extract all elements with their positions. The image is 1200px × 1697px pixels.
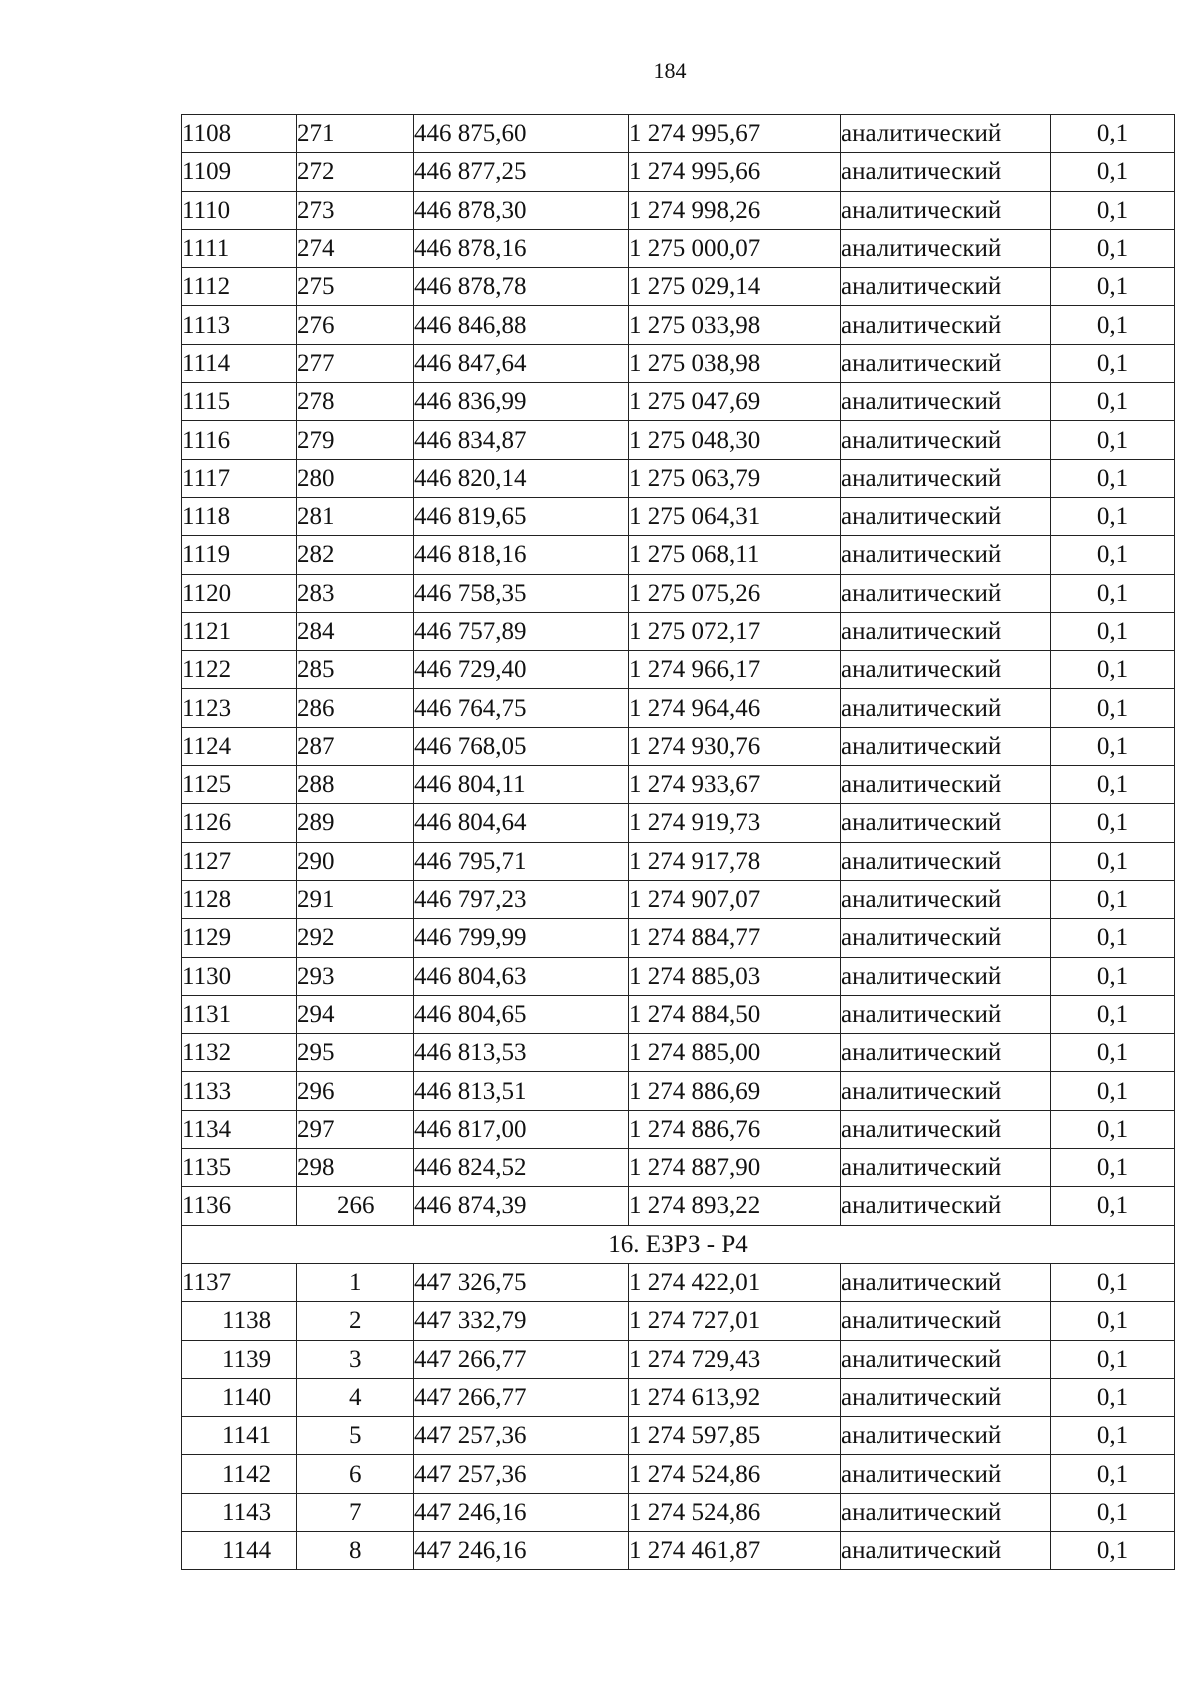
table-row [182, 766, 1175, 804]
cell-y-coordinate: 1 274 729,43 [629, 1340, 841, 1378]
cell-vertex-number: 7 [297, 1493, 414, 1531]
cell-accuracy: 0,1 [1051, 459, 1175, 497]
cell-point-number: 1127 [182, 842, 297, 880]
cell-point-number: 1117 [182, 459, 297, 497]
cell-vertex-number: 275 [297, 268, 414, 306]
cell-point-number: 1125 [182, 766, 297, 804]
cell-vertex-number: 271 [297, 115, 414, 153]
cell-accuracy: 0,1 [1051, 1263, 1175, 1301]
cell-y-coordinate: 1 274 422,01 [629, 1263, 841, 1301]
table-row [182, 1072, 1175, 1110]
cell-accuracy: 0,1 [1051, 1187, 1175, 1225]
cell-vertex-number: 276 [297, 306, 414, 344]
cell-y-coordinate: 1 274 919,73 [629, 804, 841, 842]
cell-y-coordinate: 1 274 885,00 [629, 1034, 841, 1072]
cell-point-number: 1135 [182, 1149, 297, 1187]
cell-point-number: 1140 [182, 1378, 297, 1416]
cell-y-coordinate: 1 275 000,07 [629, 229, 841, 267]
cell-accuracy: 0,1 [1051, 1302, 1175, 1340]
cell-method: аналитический [841, 1455, 1051, 1493]
cell-x-coordinate: 446 757,89 [414, 612, 629, 650]
table-row [182, 995, 1175, 1033]
cell-point-number: 1124 [182, 727, 297, 765]
cell-x-coordinate: 446 795,71 [414, 842, 629, 880]
cell-x-coordinate: 447 246,16 [414, 1531, 629, 1569]
cell-method: аналитический [841, 536, 1051, 574]
page-number: 184 [653, 58, 687, 83]
cell-x-coordinate: 446 819,65 [414, 497, 629, 535]
cell-x-coordinate: 446 758,35 [414, 574, 629, 612]
cell-vertex-number: 274 [297, 229, 414, 267]
table-row [182, 1378, 1175, 1416]
cell-point-number: 1139 [182, 1340, 297, 1378]
cell-x-coordinate: 446 797,23 [414, 880, 629, 918]
cell-y-coordinate: 1 275 072,17 [629, 612, 841, 650]
cell-accuracy: 0,1 [1051, 1493, 1175, 1531]
cell-vertex-number: 2 [297, 1302, 414, 1340]
cell-y-coordinate: 1 275 048,30 [629, 421, 841, 459]
cell-point-number: 1110 [182, 191, 297, 229]
table-body-top [182, 115, 1175, 1226]
cell-vertex-number: 296 [297, 1072, 414, 1110]
cell-method: аналитический [841, 574, 1051, 612]
cell-vertex-number: 283 [297, 574, 414, 612]
table-row [182, 497, 1175, 535]
table-row [182, 383, 1175, 421]
cell-accuracy: 0,1 [1051, 115, 1175, 153]
cell-method: аналитический [841, 268, 1051, 306]
cell-y-coordinate: 1 275 068,11 [629, 536, 841, 574]
cell-method: аналитический [841, 880, 1051, 918]
cell-vertex-number: 278 [297, 383, 414, 421]
cell-x-coordinate: 446 878,16 [414, 229, 629, 267]
cell-point-number: 1142 [182, 1455, 297, 1493]
cell-x-coordinate: 447 246,16 [414, 1493, 629, 1531]
cell-accuracy: 0,1 [1051, 229, 1175, 267]
cell-method: аналитический [841, 612, 1051, 650]
cell-vertex-number: 291 [297, 880, 414, 918]
cell-point-number: 1128 [182, 880, 297, 918]
cell-point-number: 1134 [182, 1110, 297, 1148]
cell-vertex-number: 295 [297, 1034, 414, 1072]
cell-point-number: 1141 [182, 1417, 297, 1455]
cell-y-coordinate: 1 275 063,79 [629, 459, 841, 497]
table-row [182, 574, 1175, 612]
cell-method: аналитический [841, 1302, 1051, 1340]
table-row [182, 880, 1175, 918]
cell-x-coordinate: 446 878,30 [414, 191, 629, 229]
cell-method: аналитический [841, 804, 1051, 842]
cell-point-number: 1138 [182, 1302, 297, 1340]
cell-y-coordinate: 1 274 907,07 [629, 880, 841, 918]
cell-point-number: 1119 [182, 536, 297, 574]
cell-point-number: 1132 [182, 1034, 297, 1072]
cell-vertex-number: 279 [297, 421, 414, 459]
cell-method: аналитический [841, 229, 1051, 267]
cell-x-coordinate: 446 820,14 [414, 459, 629, 497]
cell-method: аналитический [841, 421, 1051, 459]
cell-point-number: 1113 [182, 306, 297, 344]
cell-method: аналитический [841, 115, 1051, 153]
cell-vertex-number: 297 [297, 1110, 414, 1148]
table-row [182, 957, 1175, 995]
cell-y-coordinate: 1 274 930,76 [629, 727, 841, 765]
cell-y-coordinate: 1 274 524,86 [629, 1493, 841, 1531]
cell-point-number: 1130 [182, 957, 297, 995]
cell-y-coordinate: 1 275 029,14 [629, 268, 841, 306]
cell-point-number: 1133 [182, 1072, 297, 1110]
table-row [182, 344, 1175, 382]
coordinates-table [181, 114, 1175, 1570]
cell-method: аналитический [841, 995, 1051, 1033]
cell-vertex-number: 290 [297, 842, 414, 880]
cell-y-coordinate: 1 274 613,92 [629, 1378, 841, 1416]
cell-y-coordinate: 1 274 885,03 [629, 957, 841, 995]
table-row [182, 651, 1175, 689]
cell-method: аналитический [841, 1263, 1051, 1301]
cell-vertex-number: 281 [297, 497, 414, 535]
cell-accuracy: 0,1 [1051, 1149, 1175, 1187]
cell-point-number: 1143 [182, 1493, 297, 1531]
cell-x-coordinate: 446 804,65 [414, 995, 629, 1033]
cell-x-coordinate: 447 266,77 [414, 1378, 629, 1416]
cell-x-coordinate: 446 804,64 [414, 804, 629, 842]
cell-method: аналитический [841, 1187, 1051, 1225]
cell-point-number: 1121 [182, 612, 297, 650]
table-row [182, 421, 1175, 459]
table-row [182, 459, 1175, 497]
cell-accuracy: 0,1 [1051, 1110, 1175, 1148]
cell-accuracy: 0,1 [1051, 880, 1175, 918]
cell-method: аналитический [841, 919, 1051, 957]
cell-x-coordinate: 447 326,75 [414, 1263, 629, 1301]
cell-accuracy: 0,1 [1051, 536, 1175, 574]
cell-y-coordinate: 1 275 038,98 [629, 344, 841, 382]
table-row [182, 229, 1175, 267]
cell-x-coordinate: 447 332,79 [414, 1302, 629, 1340]
cell-vertex-number: 6 [297, 1455, 414, 1493]
cell-vertex-number: 3 [297, 1340, 414, 1378]
cell-x-coordinate: 447 266,77 [414, 1340, 629, 1378]
cell-method: аналитический [841, 1378, 1051, 1416]
table-row [182, 689, 1175, 727]
cell-y-coordinate: 1 275 033,98 [629, 306, 841, 344]
cell-x-coordinate: 446 878,78 [414, 268, 629, 306]
cell-method: аналитический [841, 1340, 1051, 1378]
cell-point-number: 1112 [182, 268, 297, 306]
cell-x-coordinate: 446 834,87 [414, 421, 629, 459]
cell-point-number: 1126 [182, 804, 297, 842]
cell-x-coordinate: 446 768,05 [414, 727, 629, 765]
cell-vertex-number: 273 [297, 191, 414, 229]
cell-y-coordinate: 1 274 998,26 [629, 191, 841, 229]
cell-accuracy: 0,1 [1051, 383, 1175, 421]
cell-method: аналитический [841, 1034, 1051, 1072]
cell-x-coordinate: 446 846,88 [414, 306, 629, 344]
cell-method: аналитический [841, 306, 1051, 344]
cell-method: аналитический [841, 689, 1051, 727]
table-row [182, 1417, 1175, 1455]
cell-vertex-number: 288 [297, 766, 414, 804]
cell-vertex-number: 5 [297, 1417, 414, 1455]
cell-y-coordinate: 1 274 887,90 [629, 1149, 841, 1187]
cell-accuracy: 0,1 [1051, 497, 1175, 535]
table-row [182, 1340, 1175, 1378]
section-header-row [182, 1225, 1175, 1263]
cell-x-coordinate: 446 874,39 [414, 1187, 629, 1225]
table-row [182, 536, 1175, 574]
table-row [182, 1263, 1175, 1301]
section-title: 16. ЕЗРЗ - Р4 [182, 1225, 1175, 1263]
table-row [182, 1149, 1175, 1187]
cell-y-coordinate: 1 274 966,17 [629, 651, 841, 689]
cell-accuracy: 0,1 [1051, 344, 1175, 382]
cell-y-coordinate: 1 274 886,69 [629, 1072, 841, 1110]
cell-accuracy: 0,1 [1051, 574, 1175, 612]
cell-x-coordinate: 446 875,60 [414, 115, 629, 153]
cell-accuracy: 0,1 [1051, 612, 1175, 650]
cell-y-coordinate: 1 274 884,50 [629, 995, 841, 1033]
cell-method: аналитический [841, 1531, 1051, 1569]
cell-vertex-number: 293 [297, 957, 414, 995]
table-row [182, 1302, 1175, 1340]
cell-vertex-number: 287 [297, 727, 414, 765]
cell-accuracy: 0,1 [1051, 1531, 1175, 1569]
cell-point-number: 1108 [182, 115, 297, 153]
cell-y-coordinate: 1 274 964,46 [629, 689, 841, 727]
cell-method: аналитический [841, 191, 1051, 229]
table-row [182, 1034, 1175, 1072]
cell-point-number: 1120 [182, 574, 297, 612]
cell-point-number: 1109 [182, 153, 297, 191]
cell-accuracy: 0,1 [1051, 1340, 1175, 1378]
cell-accuracy: 0,1 [1051, 191, 1175, 229]
cell-x-coordinate: 446 847,64 [414, 344, 629, 382]
cell-point-number: 1144 [182, 1531, 297, 1569]
cell-point-number: 1123 [182, 689, 297, 727]
cell-vertex-number: 285 [297, 651, 414, 689]
cell-accuracy: 0,1 [1051, 1072, 1175, 1110]
cell-accuracy: 0,1 [1051, 153, 1175, 191]
cell-point-number: 1114 [182, 344, 297, 382]
cell-point-number: 1122 [182, 651, 297, 689]
cell-x-coordinate: 446 764,75 [414, 689, 629, 727]
cell-y-coordinate: 1 274 597,85 [629, 1417, 841, 1455]
cell-accuracy: 0,1 [1051, 804, 1175, 842]
cell-accuracy: 0,1 [1051, 689, 1175, 727]
cell-method: аналитический [841, 497, 1051, 535]
cell-vertex-number: 277 [297, 344, 414, 382]
cell-y-coordinate: 1 274 995,67 [629, 115, 841, 153]
cell-accuracy: 0,1 [1051, 306, 1175, 344]
table-row [182, 191, 1175, 229]
cell-point-number: 1137 [182, 1263, 297, 1301]
cell-accuracy: 0,1 [1051, 995, 1175, 1033]
cell-accuracy: 0,1 [1051, 842, 1175, 880]
cell-method: аналитический [841, 383, 1051, 421]
cell-point-number: 1136 [182, 1187, 297, 1225]
table-row [182, 1455, 1175, 1493]
cell-accuracy: 0,1 [1051, 727, 1175, 765]
table-row [182, 115, 1175, 153]
cell-x-coordinate: 446 813,53 [414, 1034, 629, 1072]
cell-accuracy: 0,1 [1051, 766, 1175, 804]
cell-y-coordinate: 1 275 047,69 [629, 383, 841, 421]
table-row [182, 1493, 1175, 1531]
cell-vertex-number: 294 [297, 995, 414, 1033]
cell-y-coordinate: 1 275 075,26 [629, 574, 841, 612]
cell-method: аналитический [841, 153, 1051, 191]
table-row [182, 842, 1175, 880]
cell-y-coordinate: 1 274 893,22 [629, 1187, 841, 1225]
cell-method: аналитический [841, 459, 1051, 497]
cell-y-coordinate: 1 275 064,31 [629, 497, 841, 535]
cell-y-coordinate: 1 274 995,66 [629, 153, 841, 191]
cell-x-coordinate: 447 257,36 [414, 1417, 629, 1455]
cell-method: аналитический [841, 1493, 1051, 1531]
cell-vertex-number: 4 [297, 1378, 414, 1416]
cell-x-coordinate: 446 877,25 [414, 153, 629, 191]
table-row [182, 153, 1175, 191]
cell-x-coordinate: 446 817,00 [414, 1110, 629, 1148]
cell-x-coordinate: 446 836,99 [414, 383, 629, 421]
cell-x-coordinate: 447 257,36 [414, 1455, 629, 1493]
cell-vertex-number: 289 [297, 804, 414, 842]
cell-y-coordinate: 1 274 524,86 [629, 1455, 841, 1493]
table-row [182, 612, 1175, 650]
cell-accuracy: 0,1 [1051, 1417, 1175, 1455]
cell-x-coordinate: 446 804,63 [414, 957, 629, 995]
cell-method: аналитический [841, 842, 1051, 880]
cell-method: аналитический [841, 957, 1051, 995]
cell-vertex-number: 286 [297, 689, 414, 727]
cell-method: аналитический [841, 344, 1051, 382]
cell-y-coordinate: 1 274 933,67 [629, 766, 841, 804]
cell-accuracy: 0,1 [1051, 1034, 1175, 1072]
table-row [182, 804, 1175, 842]
cell-x-coordinate: 446 813,51 [414, 1072, 629, 1110]
cell-vertex-number: 284 [297, 612, 414, 650]
cell-method: аналитический [841, 651, 1051, 689]
cell-method: аналитический [841, 1110, 1051, 1148]
cell-vertex-number: 282 [297, 536, 414, 574]
cell-vertex-number: 298 [297, 1149, 414, 1187]
table-row [182, 727, 1175, 765]
cell-y-coordinate: 1 274 884,77 [629, 919, 841, 957]
cell-x-coordinate: 446 818,16 [414, 536, 629, 574]
cell-x-coordinate: 446 729,40 [414, 651, 629, 689]
cell-method: аналитический [841, 727, 1051, 765]
cell-accuracy: 0,1 [1051, 1378, 1175, 1416]
cell-point-number: 1111 [182, 229, 297, 267]
cell-accuracy: 0,1 [1051, 268, 1175, 306]
cell-accuracy: 0,1 [1051, 421, 1175, 459]
cell-accuracy: 0,1 [1051, 919, 1175, 957]
cell-accuracy: 0,1 [1051, 1455, 1175, 1493]
cell-vertex-number: 266 [297, 1187, 414, 1225]
cell-x-coordinate: 446 824,52 [414, 1149, 629, 1187]
cell-vertex-number: 272 [297, 153, 414, 191]
cell-y-coordinate: 1 274 917,78 [629, 842, 841, 880]
table-row [182, 919, 1175, 957]
cell-point-number: 1118 [182, 497, 297, 535]
table-row [182, 1110, 1175, 1148]
cell-vertex-number: 8 [297, 1531, 414, 1569]
table-row [182, 268, 1175, 306]
cell-vertex-number: 280 [297, 459, 414, 497]
cell-y-coordinate: 1 274 461,87 [629, 1531, 841, 1569]
cell-vertex-number: 1 [297, 1263, 414, 1301]
cell-x-coordinate: 446 804,11 [414, 766, 629, 804]
cell-x-coordinate: 446 799,99 [414, 919, 629, 957]
cell-accuracy: 0,1 [1051, 957, 1175, 995]
cell-point-number: 1116 [182, 421, 297, 459]
cell-vertex-number: 292 [297, 919, 414, 957]
cell-method: аналитический [841, 1072, 1051, 1110]
cell-method: аналитический [841, 1417, 1051, 1455]
cell-y-coordinate: 1 274 886,76 [629, 1110, 841, 1148]
cell-point-number: 1115 [182, 383, 297, 421]
cell-method: аналитический [841, 766, 1051, 804]
table-row [182, 1531, 1175, 1569]
table-body-bottom [182, 1263, 1175, 1569]
section-header-group [182, 1225, 1175, 1263]
cell-point-number: 1131 [182, 995, 297, 1033]
table-row [182, 1187, 1175, 1225]
cell-point-number: 1129 [182, 919, 297, 957]
cell-accuracy: 0,1 [1051, 651, 1175, 689]
cell-y-coordinate: 1 274 727,01 [629, 1302, 841, 1340]
cell-method: аналитический [841, 1149, 1051, 1187]
table-row [182, 306, 1175, 344]
